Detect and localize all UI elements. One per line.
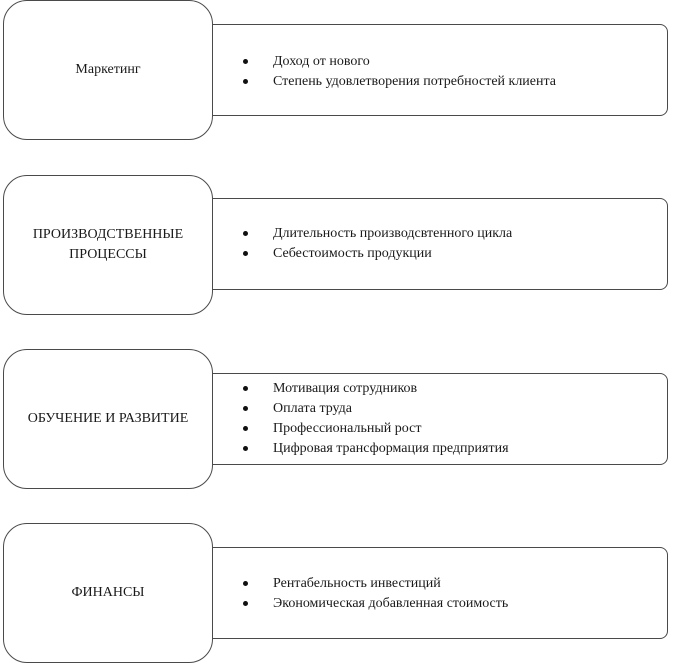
list-item: Экономическая добавленная стоимость — [243, 594, 508, 614]
list-item: Рентабельность инвестиций — [243, 574, 508, 594]
category-label: ОБУЧЕНИЕ И РАЗВИТИЕ — [27, 411, 189, 426]
section-learning — [0, 349, 673, 489]
category-label: Маркетинг — [75, 62, 141, 77]
category-learning — [3, 349, 213, 489]
list-item: Профессиональный рост — [243, 419, 509, 439]
production-details-box — [196, 198, 668, 290]
learning-details-box — [196, 373, 668, 465]
list-item: Мотивация сотрудников — [243, 379, 509, 399]
category-label: ФИНАНСЫ — [71, 585, 145, 600]
finance-details-box — [196, 547, 668, 639]
category-production — [3, 175, 213, 315]
section-marketing — [0, 0, 673, 140]
marketing-bullet-list — [243, 52, 556, 92]
section-finance — [0, 523, 673, 663]
list-item: Степень удовлетворения потребностей клиента — [243, 72, 556, 92]
category-finance — [3, 523, 213, 663]
category-marketing — [3, 0, 213, 140]
list-item: Доход от нового — [243, 52, 556, 72]
finance-bullet-list — [243, 574, 508, 614]
category-label: ПРОИЗВОДСТВЕННЫЕ ПРОЦЕССЫ — [32, 227, 184, 262]
list-item: Цифровая трансформация предприятия — [243, 439, 509, 459]
marketing-details-box — [196, 24, 668, 116]
learning-bullet-list — [243, 379, 509, 459]
list-item: Себестоимость продукции — [243, 244, 512, 264]
list-item: Длительность производсвтенного цикла — [243, 224, 512, 244]
list-item: Оплата труда — [243, 399, 509, 419]
production-bullet-list — [243, 224, 512, 264]
section-production — [0, 175, 673, 315]
